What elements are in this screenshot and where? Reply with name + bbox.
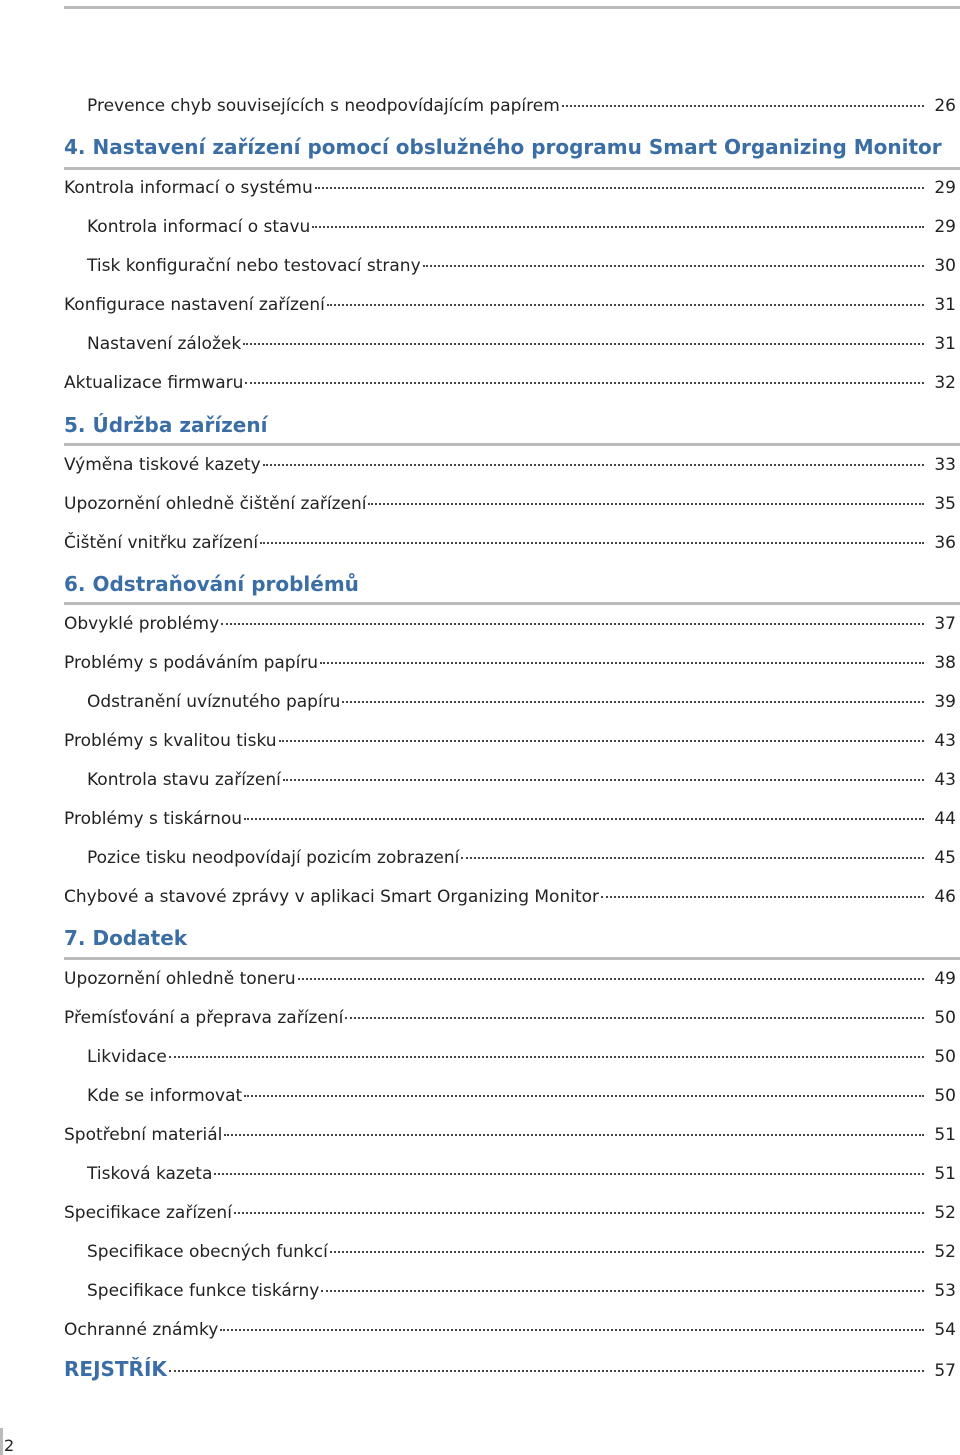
toc-entry[interactable] <box>0 1164 960 1194</box>
dot-leader <box>345 1017 924 1019</box>
dot-leader <box>234 1212 924 1214</box>
dot-leader <box>244 818 924 820</box>
toc-entry[interactable] <box>0 969 960 999</box>
toc-entry-label: Problémy s kvalitou tisku <box>64 731 277 751</box>
toc-entry-label: Prevence chyb souvisejících s neodpovídajícím papírem <box>87 96 560 116</box>
toc-entry[interactable] <box>0 731 960 761</box>
dot-leader <box>368 503 924 505</box>
dot-leader <box>220 1329 924 1331</box>
dot-leader <box>327 304 924 306</box>
toc-entry-label: Nastavení záložek <box>87 334 242 354</box>
toc-entry-label: Ochranné známky <box>64 1320 219 1340</box>
toc-entry[interactable] <box>0 494 960 524</box>
toc-entry[interactable] <box>0 848 960 878</box>
dot-leader <box>214 1173 924 1175</box>
toc-entry-label: Specifikace funkce tiskárny <box>87 1281 320 1301</box>
toc-entry-label: Čištění vnitřku zařízení <box>64 533 259 553</box>
dot-leader <box>224 1134 924 1136</box>
toc-entry-label: Aktualizace firmwaru <box>64 373 244 393</box>
chapter-heading-7[interactable]: 7. Dodatek <box>64 926 188 950</box>
dot-leader <box>279 740 924 742</box>
toc-entry[interactable] <box>0 217 960 247</box>
toc-entry-label: Kontrola informací o systému <box>64 178 313 198</box>
toc-entry-label: Likvidace <box>87 1047 167 1067</box>
dot-leader <box>243 343 924 345</box>
toc-entry-label: Upozornění ohledně čištění zařízení <box>64 494 367 514</box>
dot-leader <box>244 1095 924 1097</box>
toc-entry-label: Přemísťování a přeprava zařízení <box>64 1008 344 1028</box>
toc-entry[interactable] <box>0 1086 960 1116</box>
dot-leader <box>342 701 924 703</box>
toc-entry-label: Kontrola stavu zařízení <box>87 770 281 790</box>
index-label: REJSTŘÍK <box>64 1357 167 1381</box>
toc-entry[interactable] <box>0 653 960 683</box>
dot-leader <box>260 542 924 544</box>
toc-entry[interactable] <box>0 614 960 644</box>
toc-entry-page: 45 <box>934 848 956 868</box>
toc-entry-page: 51 <box>934 1125 956 1145</box>
chapter-heading-6[interactable]: 6. Odstraňování problémů <box>64 572 359 596</box>
dot-leader <box>423 265 924 267</box>
toc-entry[interactable] <box>0 809 960 839</box>
dot-leader <box>330 1251 924 1253</box>
toc-entry[interactable] <box>0 373 960 403</box>
chapter-rule <box>64 957 960 960</box>
page-number: 2 <box>4 1436 15 1455</box>
dot-leader <box>169 1056 924 1058</box>
toc-entry-page: 39 <box>934 692 956 712</box>
toc-entry[interactable] <box>0 1125 960 1155</box>
top-rule <box>64 6 960 9</box>
toc-entry[interactable] <box>0 1242 960 1272</box>
toc-entry-page: 29 <box>934 217 956 237</box>
toc-entry-page: 31 <box>934 295 956 315</box>
dot-leader <box>221 623 924 625</box>
toc-entry-page: 31 <box>934 334 956 354</box>
chapter-rule <box>64 167 960 170</box>
toc-entry-page: 46 <box>934 887 956 907</box>
toc-entry[interactable] <box>0 1203 960 1233</box>
toc-entry-label: Kontrola informací o stavu <box>87 217 311 237</box>
toc-entry-label: Konfigurace nastavení zařízení <box>64 295 325 315</box>
dot-leader <box>283 779 924 781</box>
toc-entry[interactable] <box>0 533 960 563</box>
dot-leader <box>601 896 924 898</box>
toc-entry[interactable] <box>0 455 960 485</box>
toc-entry[interactable] <box>0 1008 960 1038</box>
toc-entry-page: 30 <box>934 256 956 276</box>
dot-leader <box>461 857 924 859</box>
toc-entry-page: 36 <box>934 533 956 553</box>
toc-entry-label: Výměna tiskové kazety <box>64 455 261 475</box>
toc-entry-page: 51 <box>934 1164 956 1184</box>
toc-entry-page: 38 <box>934 653 956 673</box>
toc-entry-page: 43 <box>934 731 956 751</box>
toc-entry-label: Specifikace zařízení <box>64 1203 232 1223</box>
toc-entry-index[interactable] <box>0 1357 960 1387</box>
dot-leader <box>312 226 924 228</box>
toc-entry-label: Obvyklé problémy <box>64 614 220 634</box>
toc-entry[interactable] <box>0 1281 960 1311</box>
index-page: 57 <box>934 1361 956 1381</box>
toc-entry-label: Specifikace obecných funkcí <box>87 1242 328 1262</box>
chapter-heading-5[interactable]: 5. Údržba zařízení <box>64 413 268 437</box>
toc-entry-page: 50 <box>934 1008 956 1028</box>
toc-entry-label: Odstranění uvíznutého papíru <box>87 692 341 712</box>
page-margin-bar <box>0 1428 3 1455</box>
toc-entry-label: Problémy s podáváním papíru <box>64 653 319 673</box>
toc-entry[interactable] <box>0 770 960 800</box>
toc-entry[interactable] <box>0 334 960 364</box>
toc-entry[interactable] <box>0 1047 960 1077</box>
toc-entry[interactable] <box>0 295 960 325</box>
toc-entry-label: Kde se informovat <box>87 1086 243 1106</box>
toc-entry[interactable] <box>0 178 960 208</box>
toc-entry-page: 26 <box>934 96 956 116</box>
dot-leader <box>169 1370 924 1372</box>
toc-entry-page: 54 <box>934 1320 956 1340</box>
dot-leader <box>562 105 924 107</box>
toc-entry-page: 52 <box>934 1242 956 1262</box>
toc-entry-label: Chybové a stavové zprávy v aplikaci Smart Organizing Monitor <box>64 887 600 907</box>
toc-entry-page: 44 <box>934 809 956 829</box>
toc-entry-label: Problémy s tiskárnou <box>64 809 243 829</box>
toc-entry-page: 37 <box>934 614 956 634</box>
dot-leader <box>298 978 924 980</box>
toc-entry-page: 43 <box>934 770 956 790</box>
toc-entry[interactable] <box>0 96 960 126</box>
toc-entry-page: 50 <box>934 1086 956 1106</box>
dot-leader <box>320 662 924 664</box>
toc-entry-label: Tisková kazeta <box>87 1164 213 1184</box>
dot-leader <box>321 1290 924 1292</box>
dot-leader <box>263 464 924 466</box>
chapter-rule <box>64 602 960 605</box>
toc-entry-label: Upozornění ohledně toneru <box>64 969 296 989</box>
toc-entry-page: 33 <box>934 455 956 475</box>
toc-entry-label: Spotřební materiál <box>64 1125 223 1145</box>
toc-entry-page: 49 <box>934 969 956 989</box>
dot-leader <box>315 187 924 189</box>
toc-entry-page: 35 <box>934 494 956 514</box>
toc-entry[interactable] <box>0 256 960 286</box>
chapter-heading-4[interactable]: 4. Nastavení zařízení pomocí obslužného programu Smart Organizing Monitor <box>64 135 942 159</box>
toc-entry[interactable] <box>0 692 960 722</box>
dot-leader <box>245 382 924 384</box>
toc-entry-page: 52 <box>934 1203 956 1223</box>
chapter-rule <box>64 443 960 446</box>
toc-entry-page: 32 <box>934 373 956 393</box>
toc-entry[interactable] <box>0 887 960 917</box>
toc-entry-label: Pozice tisku neodpovídají pozicím zobrazení <box>87 848 460 868</box>
toc-entry-page: 53 <box>934 1281 956 1301</box>
toc-entry-page: 29 <box>934 178 956 198</box>
toc-entry[interactable] <box>0 1320 960 1350</box>
toc-entry-page: 50 <box>934 1047 956 1067</box>
toc-entry-label: Tisk konfigurační nebo testovací strany <box>87 256 421 276</box>
